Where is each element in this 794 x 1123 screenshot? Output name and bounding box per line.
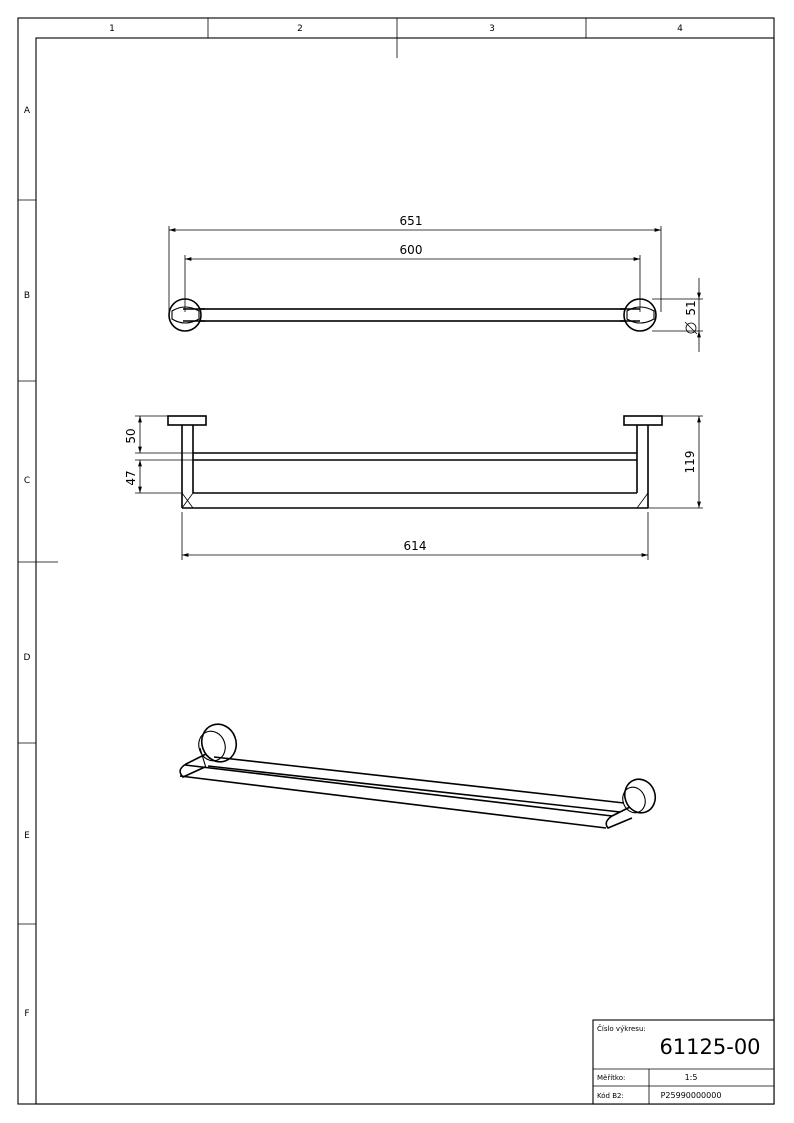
front-view bbox=[124, 416, 703, 560]
row-labels bbox=[24, 106, 31, 1019]
column-labels bbox=[109, 24, 683, 34]
dim-overall-label: 651 bbox=[399, 214, 423, 228]
top-view bbox=[169, 214, 703, 352]
dim-diameter-label: 51 bbox=[684, 300, 698, 316]
scale-value: 1:5 bbox=[684, 1073, 698, 1082]
row-label-c: C bbox=[23, 476, 31, 486]
code-value: P25990000000 bbox=[660, 1091, 722, 1100]
row-label-d: D bbox=[23, 653, 31, 663]
row-label-a: A bbox=[23, 106, 31, 116]
row-label-e: E bbox=[24, 831, 30, 841]
row-label-f: F bbox=[24, 1009, 30, 1019]
dim-upper-label: 50 bbox=[124, 428, 138, 444]
dim-lower-label: 47 bbox=[124, 470, 138, 486]
drawing-frame bbox=[18, 18, 774, 1104]
isometric-view bbox=[180, 719, 660, 828]
column-label-3: 3 bbox=[489, 24, 495, 34]
row-label-b: B bbox=[23, 291, 31, 301]
column-label-1: 1 bbox=[109, 24, 115, 34]
code-label: Kód B2: bbox=[597, 1092, 624, 1100]
title-block bbox=[593, 1020, 774, 1104]
diameter-dimension bbox=[684, 300, 698, 334]
dim-width-label: 614 bbox=[403, 539, 427, 553]
dim-centers-label: 600 bbox=[399, 243, 423, 257]
drawing-number-label: Číslo výkresu: bbox=[597, 1025, 646, 1033]
drawing-number: 61125-00 bbox=[659, 1035, 761, 1059]
dim-height-label: 119 bbox=[683, 450, 697, 474]
scale-label: Měřítko: bbox=[597, 1074, 626, 1082]
column-label-2: 2 bbox=[297, 24, 303, 34]
column-label-4: 4 bbox=[677, 24, 683, 34]
